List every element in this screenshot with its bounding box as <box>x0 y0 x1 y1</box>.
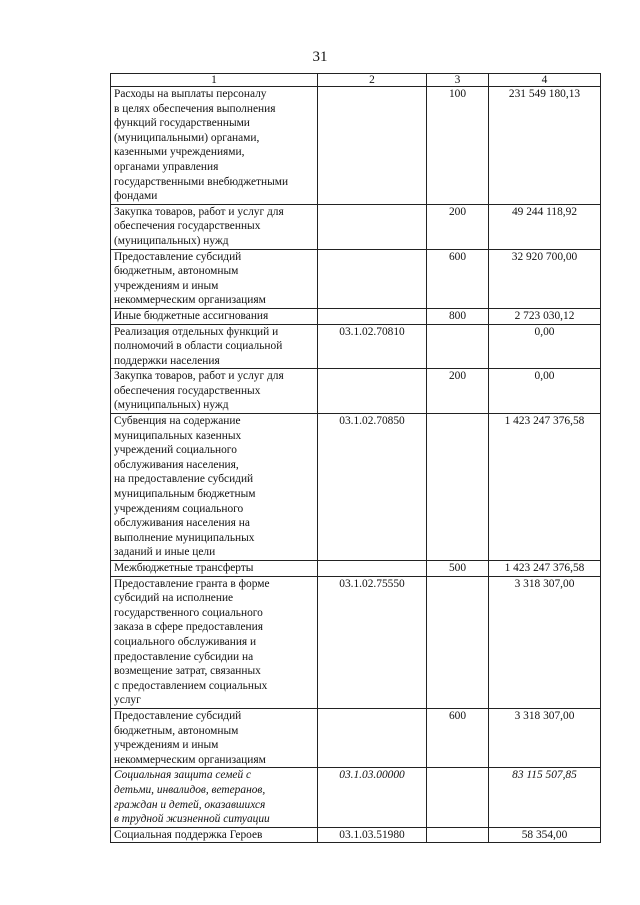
row-amount-cell: 83 115 507,85 <box>489 768 601 827</box>
row-name-cell: Иные бюджетные ассигнования <box>111 308 318 324</box>
row-name-cell: Реализация отдельных функций и полномочий в области социальной поддержки населения <box>111 324 318 369</box>
row-name-cell: Закупка товаров, работ и услуг для обеспечения государственных (муниципальных) нужд <box>111 369 318 414</box>
row-amount-cell: 58 354,00 <box>489 827 601 843</box>
row-code-cell: 03.1.02.75550 <box>318 576 427 708</box>
row-name-cell: Межбюджетные трансферты <box>111 561 318 577</box>
row-code-cell <box>318 561 427 577</box>
header-col-2: 2 <box>318 74 427 87</box>
row-amount-cell: 1 423 247 376,58 <box>489 561 601 577</box>
row-amount-cell: 0,00 <box>489 369 601 414</box>
header-col-3: 3 <box>427 74 489 87</box>
row-code-cell <box>318 87 427 205</box>
row-name-cell: Социальная поддержка Героев <box>111 827 318 843</box>
table-row <box>111 308 601 324</box>
row-name-cell: Предоставление субсидий бюджетным, автономным учреждениям и иным некоммерческим организациям <box>111 708 318 767</box>
header-col-4: 4 <box>489 74 601 87</box>
row-name-cell: Предоставление гранта в форме субсидий на исполнение государственного социального заказа в сфере предоставления социального обслуживания и предоставление субсидии на возмещение затрат, связанных с предоставлением социальных услуг <box>111 576 318 708</box>
row-code-cell <box>318 708 427 767</box>
row-code-cell: 03.1.02.70810 <box>318 324 427 369</box>
table-row <box>111 87 601 205</box>
row-type-cell <box>427 576 489 708</box>
row-code-cell: 03.1.03.51980 <box>318 827 427 843</box>
table-row <box>111 414 601 561</box>
row-type-cell <box>427 414 489 561</box>
table-row <box>111 576 601 708</box>
table-row <box>111 768 601 827</box>
row-code-cell <box>318 308 427 324</box>
row-amount-cell: 2 723 030,12 <box>489 308 601 324</box>
table-row <box>111 827 601 843</box>
row-name-cell: Субвенция на содержание муниципальных казенных учреждений социального обслуживания населения, на предоставление субсидий муниципальным бюджетным учреждениям социального обслуживания населения на выполнение муниципальных заданий и иные цели <box>111 414 318 561</box>
page-number: 31 <box>312 49 328 65</box>
row-name-cell: Закупка товаров, работ и услуг для обеспечения государственных (муниципальных) нужд <box>111 204 318 249</box>
row-type-cell: 200 <box>427 204 489 249</box>
table-row <box>111 561 601 577</box>
row-type-cell <box>427 827 489 843</box>
row-name-cell: Расходы на выплаты персоналу в целях обеспечения выполнения функций государственными (муниципальными) органами, казенными учреждениями, органами управления государственными внебюджетными фондами <box>111 87 318 205</box>
row-amount-cell: 49 244 118,92 <box>489 204 601 249</box>
row-type-cell <box>427 324 489 369</box>
table-row <box>111 369 601 414</box>
row-type-cell: 100 <box>427 87 489 205</box>
row-code-cell: 03.1.02.70850 <box>318 414 427 561</box>
table-row <box>111 708 601 767</box>
row-name-cell: Социальная защита семей с детьми, инвалидов, ветеранов, граждан и детей, оказавшихся в трудной жизненной ситуации <box>111 768 318 827</box>
budget-table <box>110 73 601 843</box>
table-header-row <box>111 74 601 87</box>
row-type-cell <box>427 768 489 827</box>
row-amount-cell: 1 423 247 376,58 <box>489 414 601 561</box>
row-code-cell: 03.1.03.00000 <box>318 768 427 827</box>
row-amount-cell: 32 920 700,00 <box>489 249 601 308</box>
row-type-cell: 800 <box>427 308 489 324</box>
row-code-cell <box>318 249 427 308</box>
row-code-cell <box>318 369 427 414</box>
row-amount-cell: 231 549 180,13 <box>489 87 601 205</box>
row-name-cell: Предоставление субсидий бюджетным, автономным учреждениям и иным некоммерческим организациям <box>111 249 318 308</box>
row-code-cell <box>318 204 427 249</box>
row-type-cell: 200 <box>427 369 489 414</box>
header-col-1: 1 <box>111 74 318 87</box>
row-type-cell: 600 <box>427 249 489 308</box>
row-type-cell: 600 <box>427 708 489 767</box>
table-row <box>111 249 601 308</box>
table-row <box>111 324 601 369</box>
table-body <box>111 87 601 843</box>
row-amount-cell: 0,00 <box>489 324 601 369</box>
row-amount-cell: 3 318 307,00 <box>489 576 601 708</box>
row-type-cell: 500 <box>427 561 489 577</box>
row-amount-cell: 3 318 307,00 <box>489 708 601 767</box>
table-row <box>111 204 601 249</box>
